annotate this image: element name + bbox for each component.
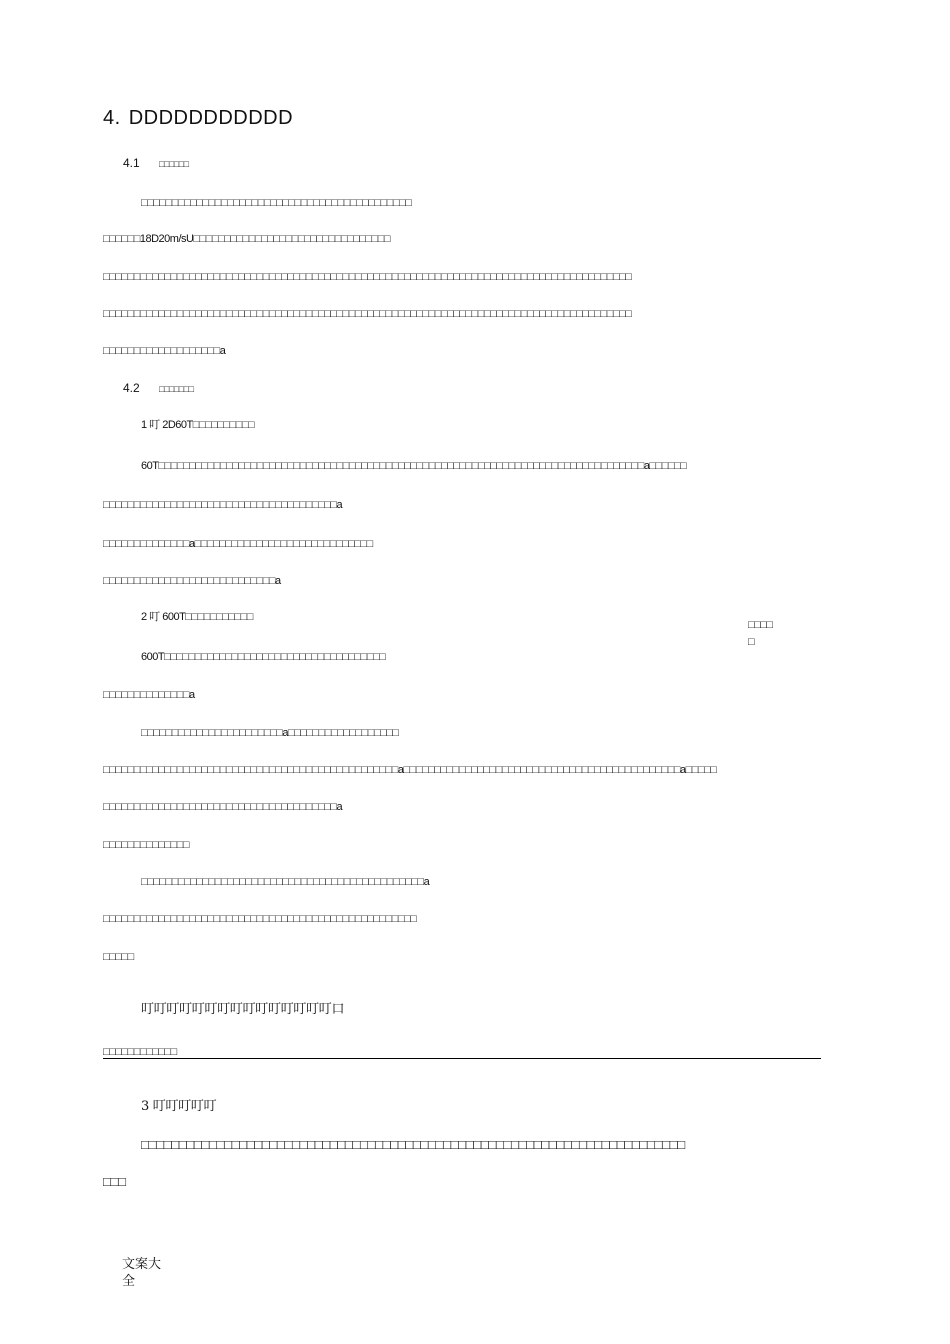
paragraph-line: □□□□□□□□□□□□□□□□□□□□□□□□□□□□□□□□□□□□□□□□□□□□□□□□□□□□□□□□□□□□□□□□□□□□□□□□ bbox=[141, 1137, 685, 1152]
paragraph-line: □□□□□□□□□□□□□□a bbox=[103, 689, 195, 701]
paragraph-line: □□□□□□□□□□□□□□□□□□□□□□□□□□□□□□□□□□□□□□□□□□□□ bbox=[141, 197, 412, 209]
paragraph-line: □□□□□□□□□□□□ bbox=[103, 1046, 177, 1058]
page-footer: 文案大全 bbox=[122, 1257, 162, 1289]
paragraph-line: □□□□□□□□□□□□□□□□□□□□□□□a□□□□□□□□□□□□□□□□□□ bbox=[141, 727, 399, 739]
subheading-title: □□□□□□ bbox=[159, 159, 189, 169]
subheading-number: 4.1 bbox=[123, 156, 140, 170]
paragraph-line: □□□□□□□□□□□□□□□□□□□a bbox=[103, 345, 226, 357]
paragraph-line: □□□□□□□□□□□□□□□□□□□□□□□□□□□□□□□□□□□□□□□□□□□□□□□□□□□□□□□□□□□□□□□□□□□□□□□□□□□□□□□□□□□□□□ bbox=[103, 271, 632, 283]
horizontal-rule bbox=[103, 1058, 821, 1059]
paragraph-line: □□□ bbox=[103, 1174, 126, 1189]
subheading-4-1 bbox=[123, 157, 189, 169]
paragraph-line: □□□□□□□□□□□□□□□□□□□□□□□□□□□□a bbox=[103, 575, 281, 587]
subheading-4-2 bbox=[123, 382, 194, 394]
paragraph-line: □□□□□□18D20m/sU□□□□□□□□□□□□□□□□□□□□□□□□□□□□□□□□ bbox=[103, 233, 391, 245]
paragraph-line: □□□□□□□□□□□□□□□□□□□□□□□□□□□□□□□□□□□□□□a bbox=[103, 499, 343, 511]
margin-note: □□□□ □ bbox=[748, 619, 773, 648]
list-item-3: 3 叮叮叮叮叮 bbox=[141, 1099, 217, 1114]
paragraph-line: □□□□□□□□□□□□□□□□□□□□□□□□□□□□□□□□□□□□□□□□□□□□□□□□□□□ bbox=[103, 913, 417, 925]
paragraph-line: □□□□□□□□□□□□□□□□□□□□□□□□□□□□□□□□□□□□□□□□□□□□□□□□a□□□□□□□□□□□□□□□□□□□□□□□□□□□□□□□□□□□□□□□□□□□□□a□□□□□ bbox=[103, 764, 717, 776]
paragraph-line: □□□□□ bbox=[103, 951, 134, 963]
paragraph-line: 600T□□□□□□□□□□□□□□□□□□□□□□□□□□□□□□□□□□□□ bbox=[141, 651, 386, 663]
paragraph-line: □□□□□□□□□□□□□□ bbox=[103, 839, 190, 851]
paragraph-line: 60T□□□□□□□□□□□□□□□□□□□□□□□□□□□□□□□□□□□□□□□□□□□□□□□□□□□□□□□□□□□□□□□□□□□□□□□□□□□□□□□a□□□□□□ bbox=[141, 460, 687, 472]
paragraph-line: □□□□□□□□□□□□□□a□□□□□□□□□□□□□□□□□□□□□□□□□□□□□ bbox=[103, 538, 373, 550]
paragraph-line: □□□□□□□□□□□□□□□□□□□□□□□□□□□□□□□□□□□□□□□□□□□□□□□□□□□□□□□□□□□□□□□□□□□□□□□□□□□□□□□□□□□□□□ bbox=[103, 308, 632, 320]
list-item-2: 2 叮 600T□□□□□□□□□□□ bbox=[141, 611, 253, 623]
subheading-number: 4.2 bbox=[123, 381, 140, 395]
paragraph-line: □□□□□□□□□□□□□□□□□□□□□□□□□□□□□□□□□□□□□□□□□□□□□□a bbox=[141, 876, 430, 888]
section-title: DDDDDDDDDDD bbox=[128, 107, 294, 129]
section-heading bbox=[103, 108, 293, 128]
list-item-1: 1 叮 2D60T□□□□□□□□□□ bbox=[141, 419, 255, 431]
section-number: 4. bbox=[103, 107, 121, 129]
subheading-title: □□□□□□□ bbox=[159, 384, 194, 394]
paragraph-line: 叮叮叮叮叮叮叮叮叮叮叮叮叮叮叮口 bbox=[141, 1002, 345, 1017]
paragraph-line: □□□□□□□□□□□□□□□□□□□□□□□□□□□□□□□□□□□□□□a bbox=[103, 801, 343, 813]
